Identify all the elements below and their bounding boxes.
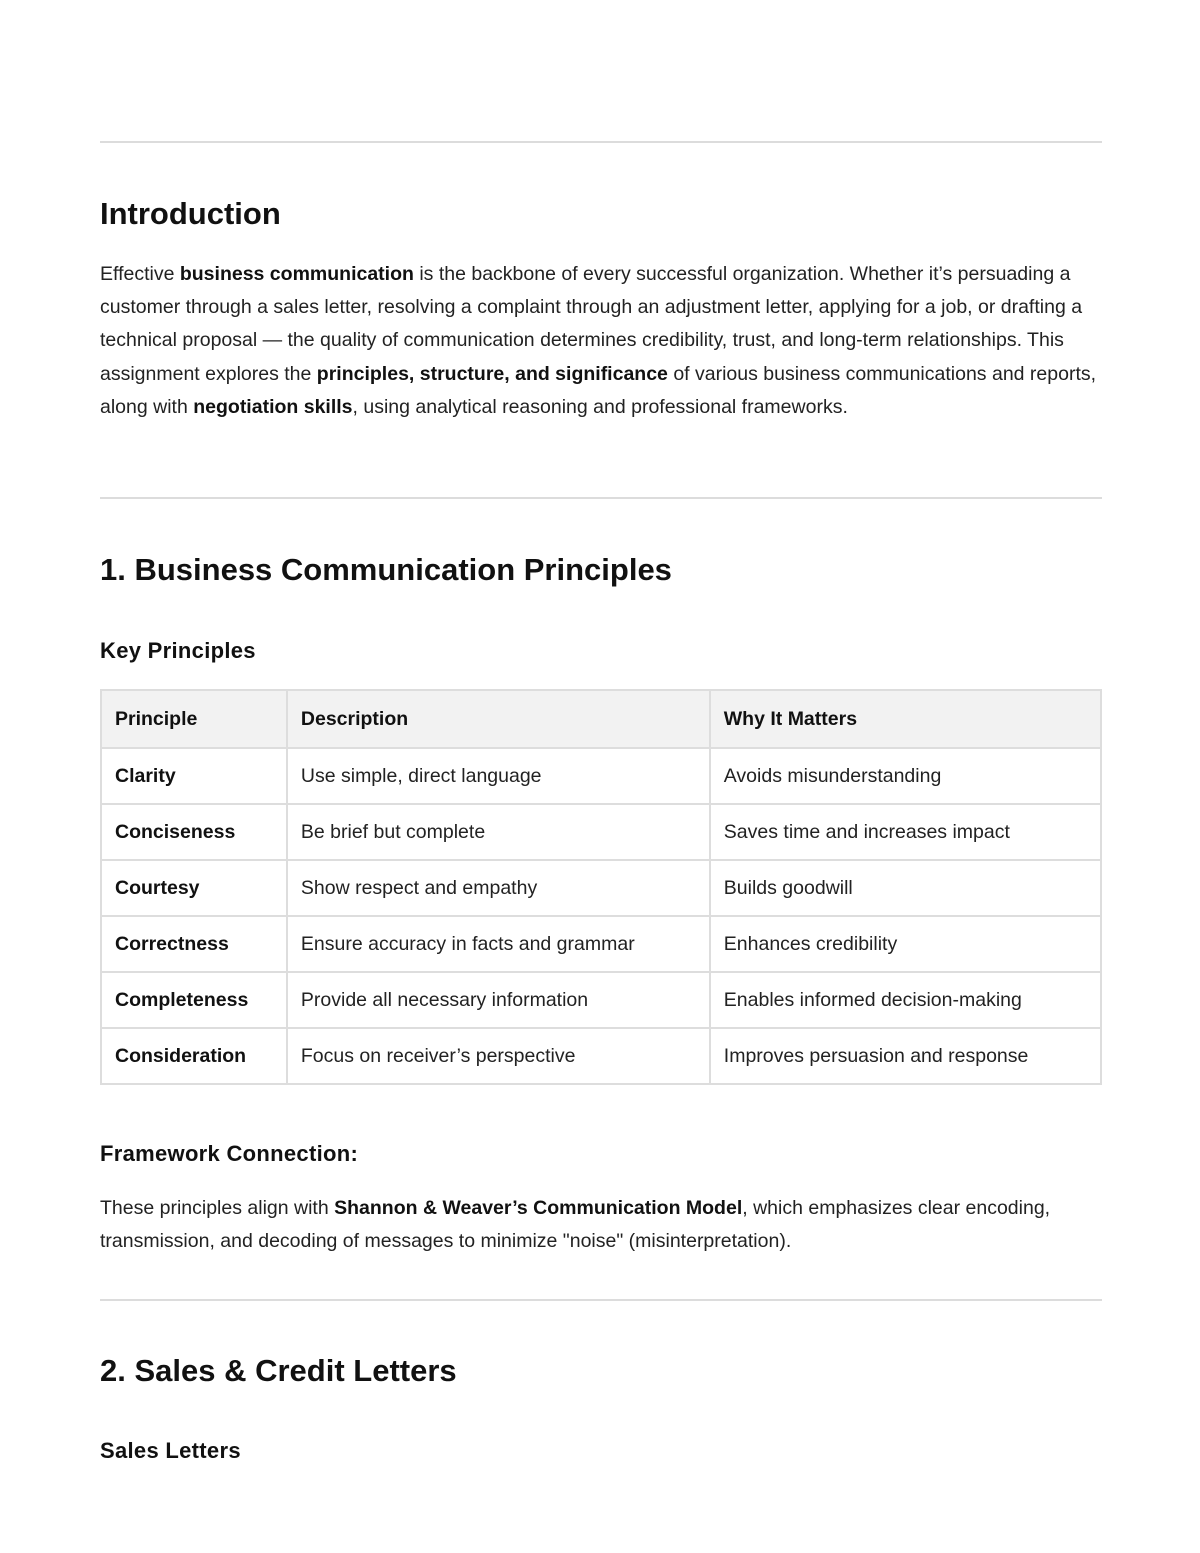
intro-bold-business-communication: business communication [179, 263, 414, 285]
framework-connection-heading: Framework Connection: [100, 1141, 359, 1166]
intro-bold-principles: principles, structure, and significance [316, 362, 668, 385]
table-cell-description: Be brief but complete [287, 804, 710, 860]
sales-letters-heading: Sales Letters [100, 1438, 241, 1463]
intro-text-1: Effective [100, 263, 180, 285]
intro-paragraph [100, 258, 1102, 424]
table-cell-principle: Clarity [101, 748, 287, 804]
table-cell-principle: Completeness [101, 972, 287, 1028]
table-cell-why: Avoids misunderstanding [710, 748, 1101, 804]
table-cell-description: Ensure accuracy in facts and grammar [287, 916, 710, 972]
table-cell-description: Use simple, direct language [287, 748, 710, 804]
table-cell-principle: Courtesy [101, 860, 287, 916]
table-header-why: Why It Matters [710, 690, 1101, 748]
framework-paragraph [100, 1192, 1102, 1258]
framework-bold-model: Shannon & Weaver’s Communication Model [334, 1197, 743, 1219]
table-cell-description: Focus on receiver’s perspective [287, 1028, 710, 1084]
intro-bold-negotiation-skills: negotiation skills [193, 395, 353, 418]
framework-text-2: , which emphasizes clear encoding, transmission, and decoding of messages to minimize "noise" (misinterpretation). [100, 1197, 1051, 1253]
framework-text-1: These principles align with [100, 1197, 335, 1219]
table-header-description: Description [287, 690, 710, 748]
table-row [101, 748, 1101, 804]
table-cell-principle: Consideration [101, 1028, 287, 1084]
table-cell-principle: Correctness [101, 916, 287, 972]
table-row [101, 916, 1101, 972]
table-cell-why: Enhances credibility [710, 916, 1101, 972]
table-cell-why: Builds goodwill [710, 860, 1101, 916]
divider [100, 141, 1102, 143]
intro-text-4: , using analytical reasoning and professional frameworks. [352, 395, 848, 418]
table-header-principle: Principle [101, 690, 287, 748]
table-cell-why: Improves persuasion and response [710, 1028, 1101, 1084]
table-row [101, 804, 1101, 860]
intro-text-3: of various business communications and reports, along with [100, 362, 1097, 418]
table-cell-why: Saves time and increases impact [710, 804, 1101, 860]
divider [100, 497, 1102, 499]
divider [100, 1299, 1102, 1301]
table-row [101, 972, 1101, 1028]
table-row [101, 860, 1101, 916]
key-principles-heading: Key Principles [100, 638, 256, 663]
table-cell-why: Enables informed decision-making [710, 972, 1101, 1028]
section2-heading: 2. Sales & Credit Letters [100, 1353, 457, 1388]
table-cell-principle: Conciseness [101, 804, 287, 860]
table-cell-description: Show respect and empathy [287, 860, 710, 916]
table-row [101, 1028, 1101, 1084]
table-cell-description: Provide all necessary information [287, 972, 710, 1028]
section1-heading: 1. Business Communication Principles [100, 552, 672, 587]
intro-text-2: is the backbone of every successful organization. Whether it’s persuading a customer through a sales letter, resolving a complaint through an adjustment letter, applying for a job, or drafting a technical proposal — the quality of communication determines credibility, trust, and long-term relationships. This assignment explores the [100, 263, 1083, 385]
intro-heading: Introduction [100, 196, 281, 231]
table-header-row [101, 690, 1101, 748]
principles-table [100, 689, 1102, 1085]
